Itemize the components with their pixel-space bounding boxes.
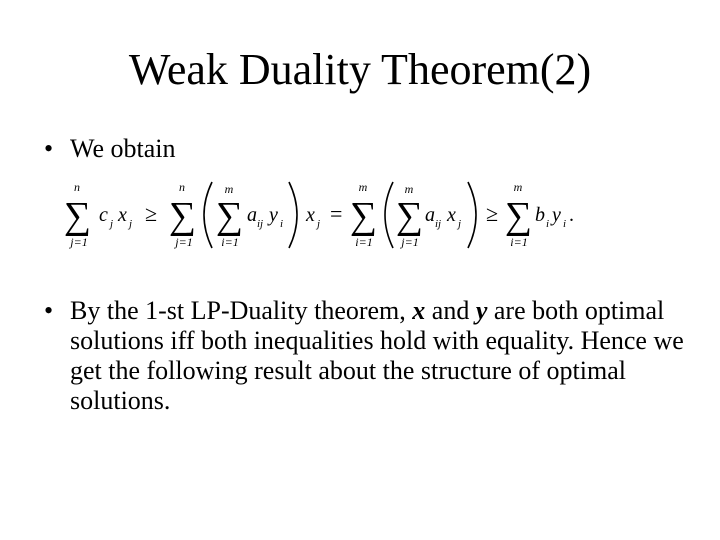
formula-symbol: ∑ [169,195,197,237]
geq-sign: ≥ [145,201,158,226]
formula-symbol: i [280,218,284,230]
formula-symbol: j [129,218,133,230]
var-y: y [475,296,488,325]
var-x: x [412,296,426,325]
duality-formula [60,178,600,254]
formula-symbol: m [404,182,414,196]
formula-symbol: a [425,204,435,226]
sum-limit-n: n [74,180,80,194]
bullet-text: We obtain [70,134,176,163]
formula-symbol: j [317,218,321,230]
formula-symbol: y [552,204,561,226]
formula-symbol: ∑ [216,195,244,237]
formula-symbol: ij [435,218,442,230]
sum-limit-j1: j=1 [70,235,88,249]
equals-sign: = [330,201,343,226]
sum-sign: ∑ [64,195,92,237]
bullet-marker: • [44,134,54,163]
formula-symbol: y [269,204,278,226]
formula-symbol: ij [257,218,264,230]
formula-symbol: i=1 [510,235,528,249]
formula-symbol: n [179,180,185,194]
formula-symbol: x [306,204,315,226]
formula-symbol: j [458,218,462,230]
formula-symbol: ∑ [350,195,378,237]
formula-symbol: c [99,204,108,226]
formula-symbol: a [247,204,257,226]
formula-symbol: m [358,180,368,194]
bullet-marker: • [44,296,54,325]
formula-symbol: m [224,182,234,196]
formula-symbol: i=1 [355,235,373,249]
formula-symbol: x [447,204,456,226]
left-paren [204,182,212,248]
slide-title: Weak Duality Theorem(2) [128,45,592,94]
formula-symbol: . [569,204,574,226]
formula-symbol: ∑ [396,195,424,237]
formula-symbol: j [110,218,114,230]
bullet-item [44,296,684,416]
formula-symbol: i [563,218,567,230]
formula-symbol: ≥ [486,201,499,226]
formula-symbol: i [546,218,550,230]
formula-symbol: x [118,204,127,226]
bullet-item [44,134,644,164]
bullet-text: By the 1-st LP-Duality theorem, x and y are both optimal solutions iff both inequalities hold with equality. Hence we get the following result about the structure of optimal solutions. [70,296,684,415]
formula-symbol: m [513,180,523,194]
formula-symbol: i=1 [221,235,239,249]
formula-symbol: j=1 [401,235,419,249]
formula-symbol: j=1 [175,235,193,249]
formula-symbol: ∑ [505,195,533,237]
formula-symbol: b [535,204,545,226]
right-paren [289,182,297,248]
